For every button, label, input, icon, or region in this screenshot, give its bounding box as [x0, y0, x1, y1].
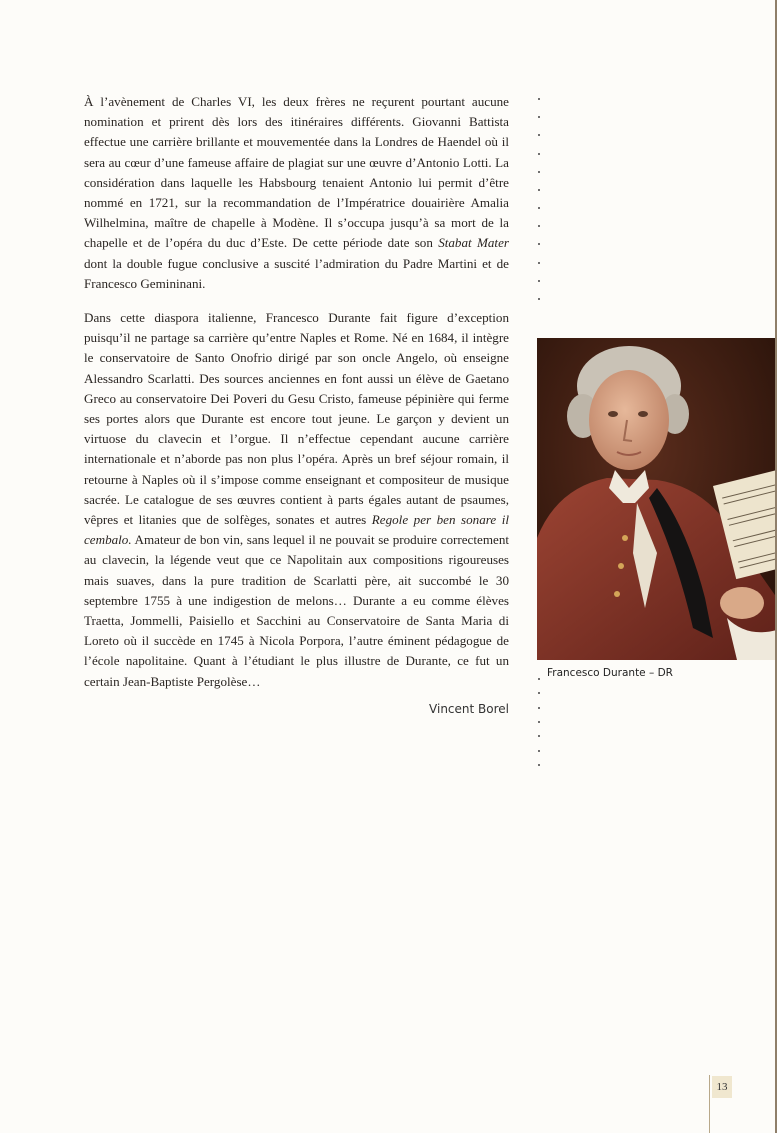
dotted-divider-bottom [538, 678, 541, 766]
paragraph-2 [84, 308, 509, 692]
page-number-rule [709, 1075, 710, 1133]
article-body [84, 92, 509, 716]
text-run: Dans cette diaspora italienne, Francesco Durante fait figure d’exception puisqu’il ne partage sa carrière qu’entre Naples et Rome. Né en 1684, il intègre le conservatoire de Santo Onofrio dirigé par son oncle Angelo, où enseigne Alessandro Scarlatti. Des sources anciennes en font aussi un élève de Gaetano Greco au conservatoire Dei Poveri du Gesu Cristo, fameuse pépinière qui ferme ses portes alors que Durante est encore tout jeune. Le garçon y devient un virtuose du clavecin et l’orgue. Il n’effectue cependant aucune carrière internationale et n’aborde pas non plus l’opéra. Après un bref séjour romain, il retourne à Naples où il s’impose comme enseignant et compositeur de musique sacrée. Le catalogue de ses œuvres contient à parts égales autant de psaumes, vêpres et litanies que de solfèges, sonates et autres [84, 310, 509, 528]
dotted-divider-top [538, 98, 541, 300]
divider-dot [538, 692, 540, 694]
divider-dot [538, 280, 540, 282]
divider-dot [538, 171, 540, 173]
divider-dot [538, 116, 540, 118]
divider-dot [538, 243, 540, 245]
divider-dot [538, 750, 540, 752]
text-run: À l’avènement de Charles VI, les deux frères ne reçurent pourtant aucune nomination et prirent dès lors des itinéraires différents. Giovanni Battista effectue une carrière brillante et mouvementée dans la Londres de Haendel où il sera au cœur d’une fameuse affaire de plagiat sur une œuvre d’Antonio Lotti. La considération dans laquelle les Habsbourg tenaient Antonio lui permit d’être nommé en 1721, sur la recommandation de l’Impératrice douairière Amalia Wilhelmina, maître de chapelle à Modène. Il s’occupa jusqu’à sa mort de la chapelle et de l’opéra du duc d’Este. De cette période date son [84, 94, 509, 251]
divider-dot [538, 98, 540, 100]
figure-caption: Francesco Durante – DR [547, 667, 673, 679]
author-signature: Vincent Borel [429, 701, 509, 716]
portrait-image [537, 338, 777, 660]
divider-dot [538, 735, 540, 737]
divider-dot [538, 721, 540, 723]
page-number: 13 [712, 1076, 732, 1098]
divider-dot [538, 298, 540, 300]
divider-dot [538, 189, 540, 191]
paragraph-1 [84, 92, 509, 294]
text-run: Amateur de bon vin, sans lequel il ne pouvait se produire correctement au clavecin, la légende veut que ce Napolitain aux compositions rigoureuses mais suaves, dans la pure tradition de Scarlatti père, ait succombé le 30 septembre 1755 à une indigestion de melons… Durante a eu comme élèves Traetta, Jommelli, Paisiello et Sacchini au Conservatoire de Santa Maria di Loreto où il succède en 1745 à Nicola Porpora, l’autre éminent pédagogue de l’école napolitaine. Quant à l’étudiant le plus illustre de Durante, ce fut un certain Jean-Baptiste Pergolèse… [84, 532, 509, 689]
italic-title: Regole per ben sonare il cembalo. [84, 512, 509, 548]
divider-dot [538, 764, 540, 766]
text-run: dont la double fugue conclusive a suscité l’admiration du Padre Martini et de Francesco Gemininani. [84, 255, 509, 291]
divider-dot [538, 707, 540, 709]
divider-dot [538, 134, 540, 136]
divider-dot [538, 153, 540, 155]
italic-title: Stabat Mater [438, 235, 509, 251]
divider-dot [538, 207, 540, 209]
divider-dot [538, 225, 540, 227]
divider-dot [538, 262, 540, 264]
divider-dot [538, 678, 540, 680]
